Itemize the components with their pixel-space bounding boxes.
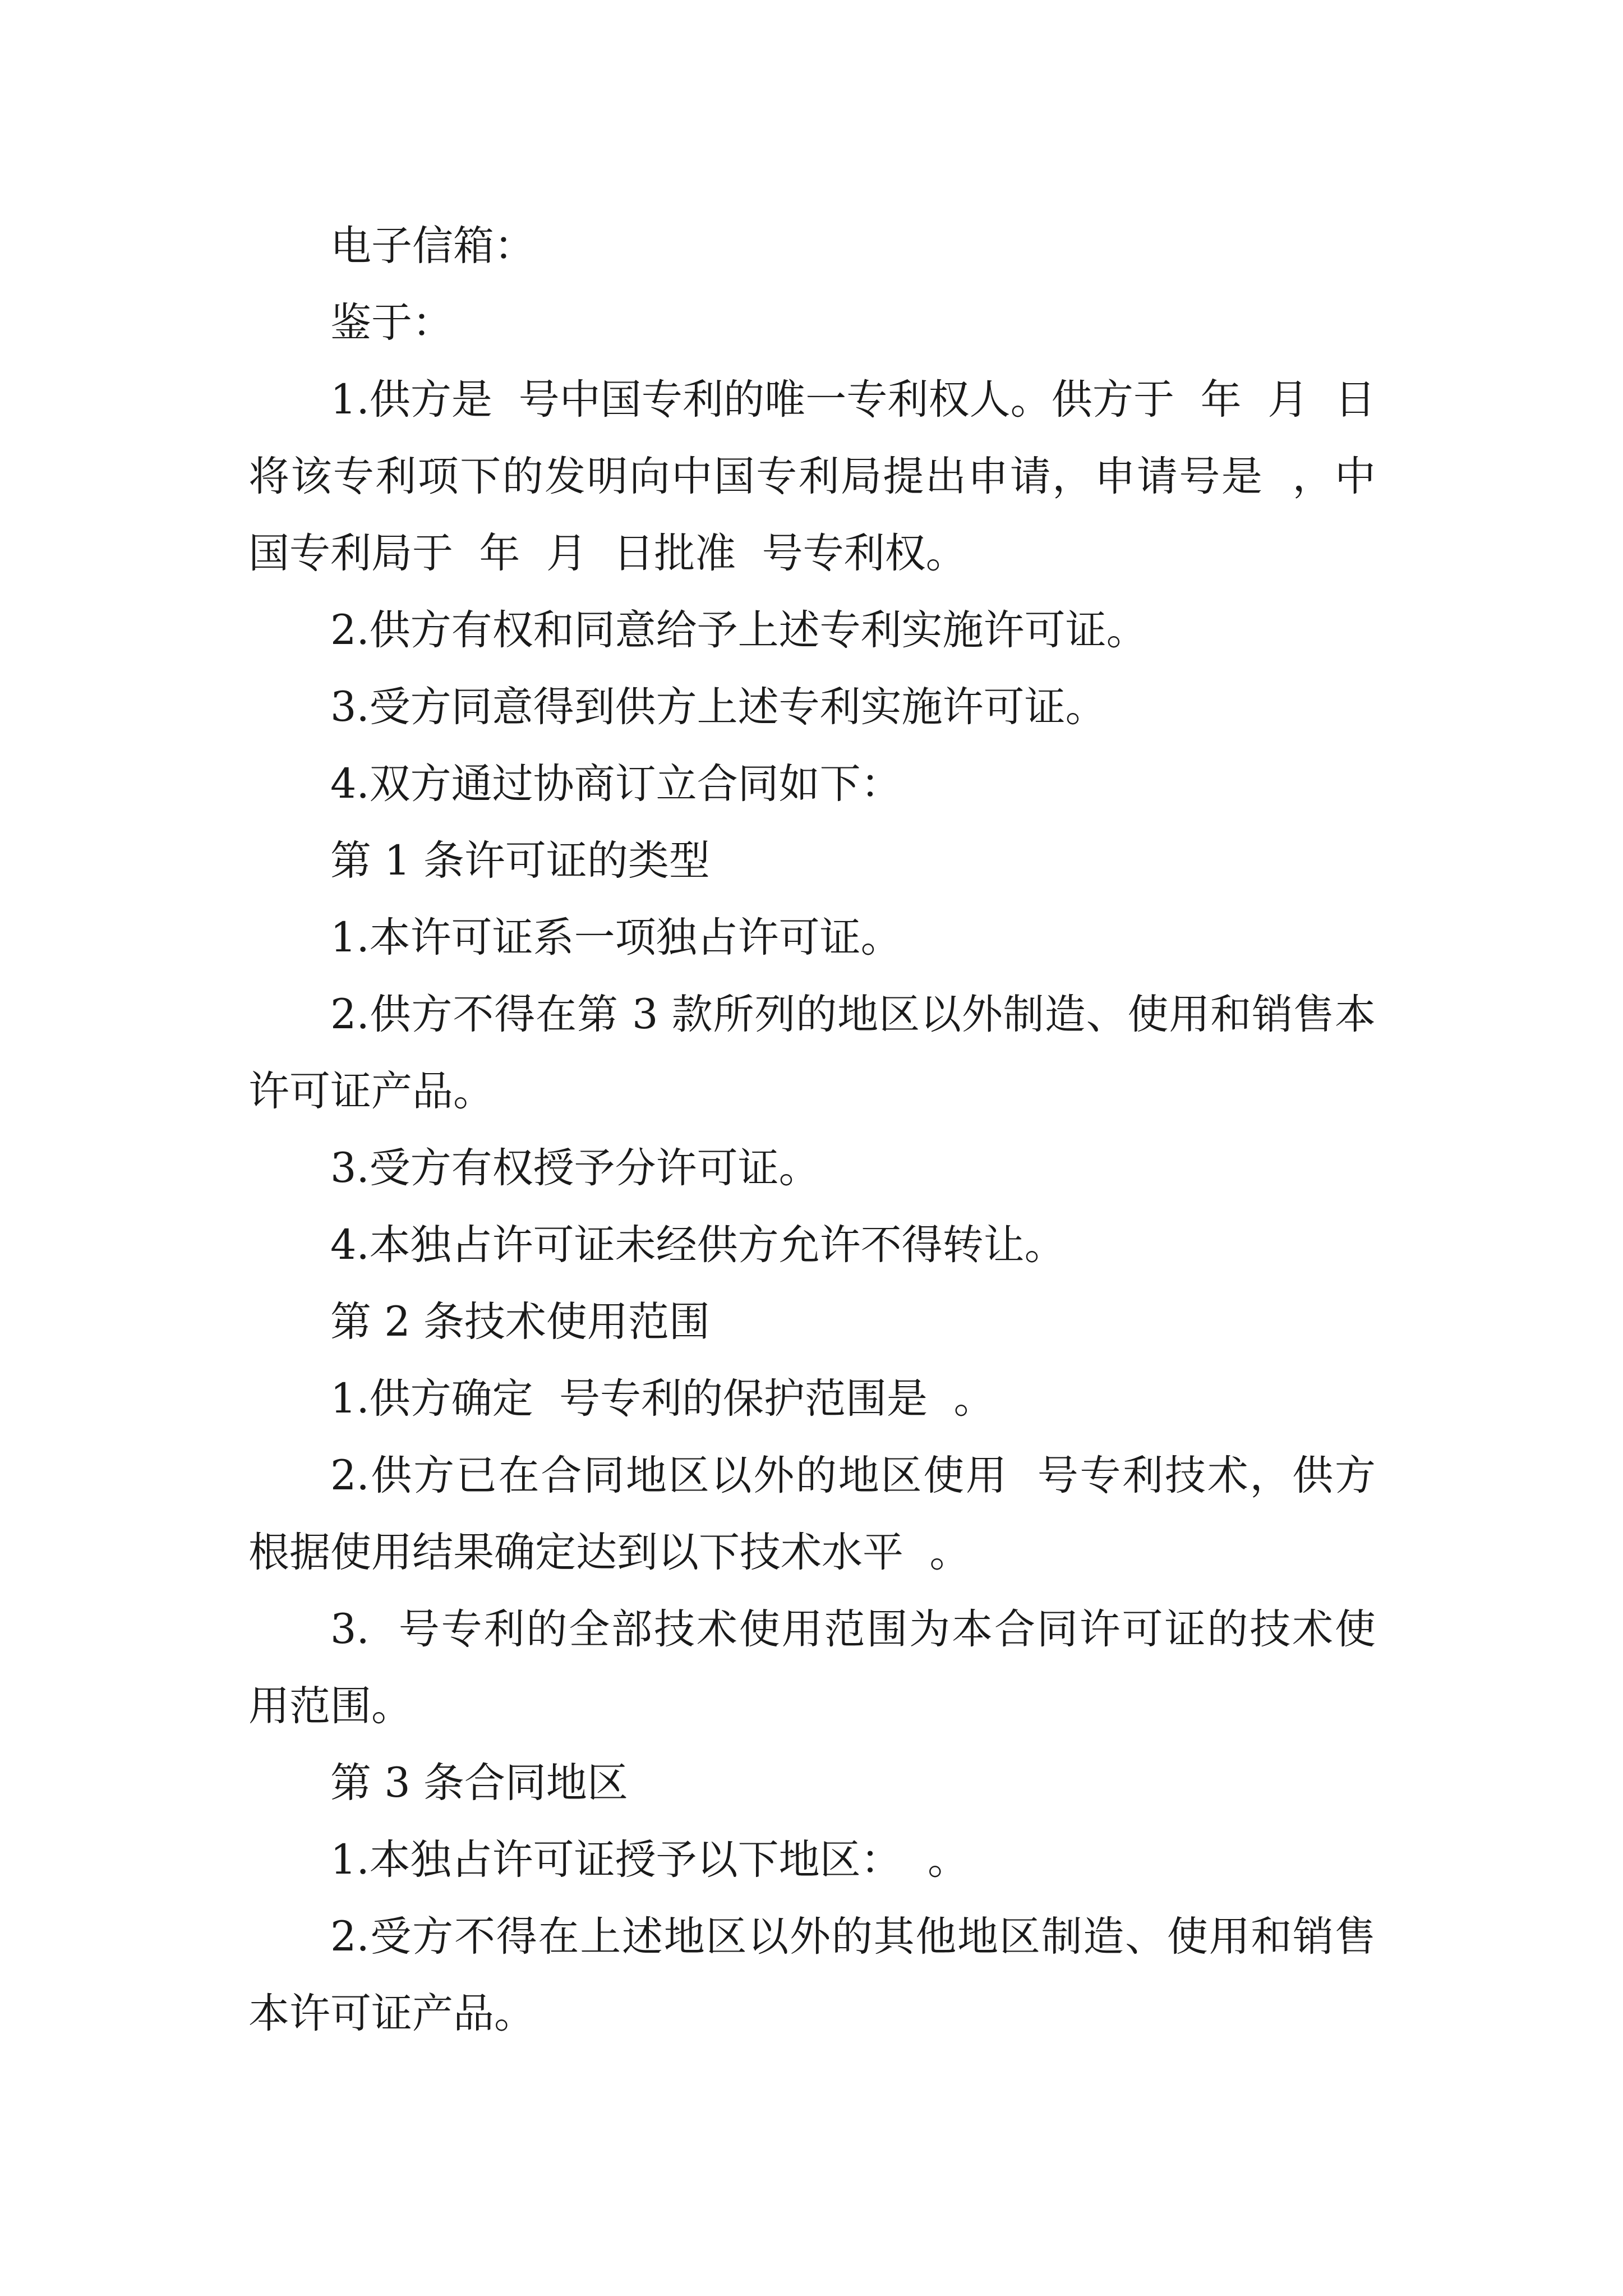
article-3-heading: 第 3 条合同地区 bbox=[330, 1759, 628, 1807]
document-body bbox=[248, 208, 1376, 2052]
recital-1: 1.供方是 号中国专利的唯一专利权人。供方于 年 月 日将该专利项下的发明向中国专利局提出申请，申请号是 ，中国专利局于 年 月 日批准 号专利权。 bbox=[248, 376, 1376, 577]
article-1-clause-1: 1.本许可证系一项独占许可证。 bbox=[330, 914, 902, 961]
recital-4: 4.双方通过协商订立合同如下： bbox=[330, 760, 902, 808]
article-1-clause-2: 2.供方不得在第 3 款所列的地区以外制造、使用和销售本许可证产品。 bbox=[248, 991, 1376, 1115]
article-3-clause-1: 1.本独占许可证授予以下地区： 。 bbox=[330, 1836, 969, 1884]
article-2-clause-3: 3. 号专利的全部技术使用范围为本合同许可证的技术使用范围。 bbox=[248, 1605, 1376, 1730]
article-1-clause-3: 3.受方有权授予分许可证。 bbox=[330, 1144, 820, 1192]
article-2-heading: 第 2 条技术使用范围 bbox=[330, 1298, 710, 1346]
article-1-heading: 第 1 条许可证的类型 bbox=[330, 837, 710, 885]
email-line: 电子信箱： bbox=[330, 222, 535, 270]
whereas-heading: 鉴于： bbox=[330, 299, 453, 347]
recital-3: 3.受方同意得到供方上述专利实施许可证。 bbox=[330, 683, 1106, 731]
article-2-clause-1: 1.供方确定 号专利的保护范围是 。 bbox=[330, 1375, 995, 1423]
article-3-clause-2: 2.受方不得在上述地区以外的其他地区制造、使用和销售本许可证产品。 bbox=[248, 1913, 1376, 2037]
article-1-clause-4: 4.本独占许可证未经供方允许不得转让。 bbox=[330, 1221, 1066, 1269]
article-2-clause-2: 2.供方已在合同地区以外的地区使用 号专利技术，供方根据使用结果确定达到以下技术水平 。 bbox=[248, 1452, 1376, 1576]
recital-2: 2.供方有权和同意给予上述专利实施许可证。 bbox=[330, 606, 1147, 654]
